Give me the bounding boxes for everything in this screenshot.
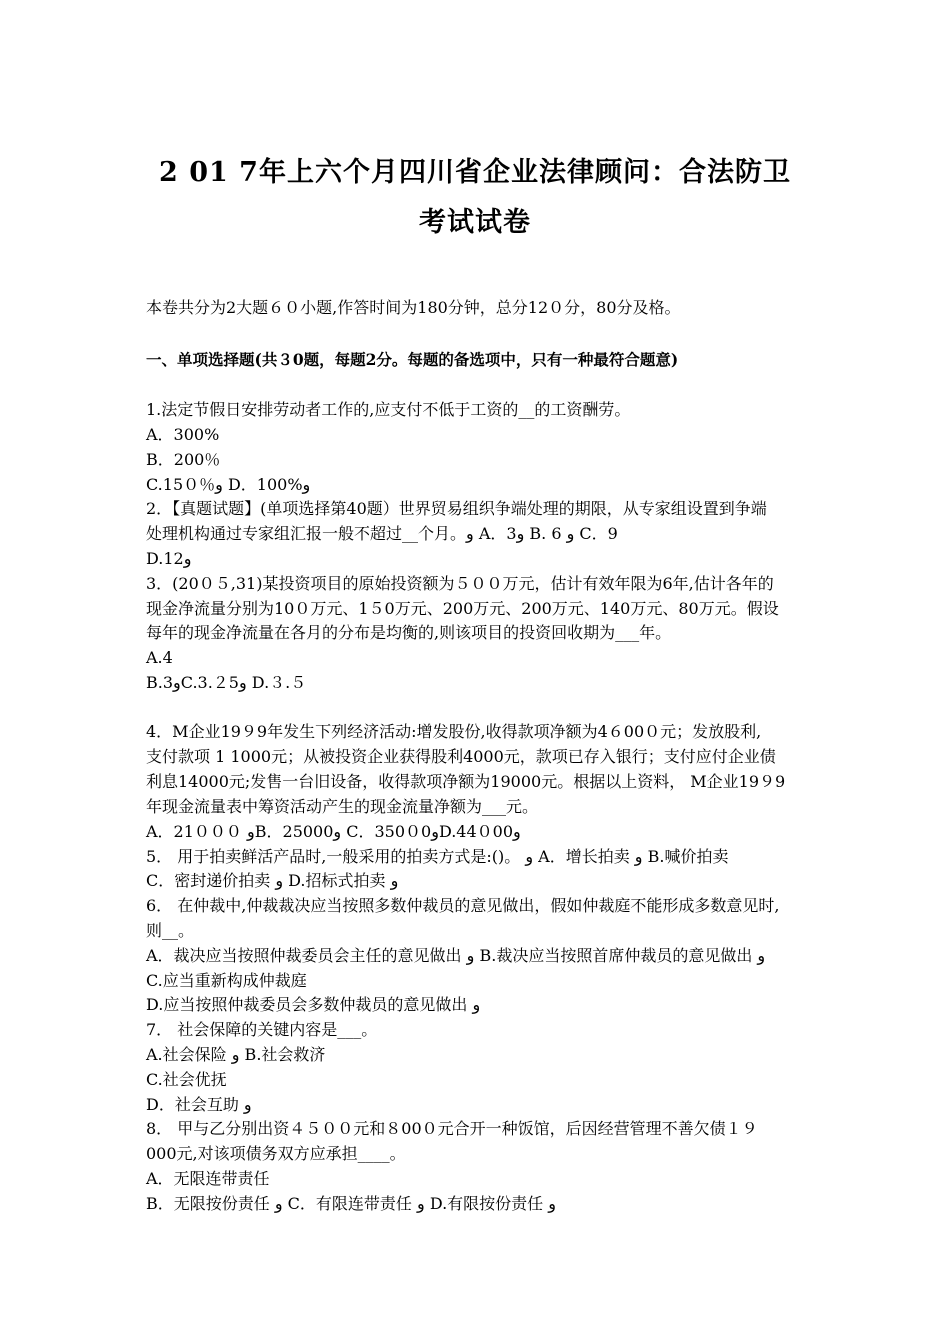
body-line: 处理机构通过专家组汇报一般不超过__个月。و A．3و B. 6 و C．9: [146, 524, 618, 543]
body-line: B．无限按份责任 و C．有限连带责任 و D.有限按份责任 و: [146, 1194, 557, 1213]
body-line: D．社会互助 و: [146, 1095, 252, 1114]
body-line: 支付款项 1 1000元；从被投资企业获得股利4000元，款项已存入银行；支付应付企业债: [146, 747, 776, 766]
section-heading: 一、单项选择题(共３0题，每题2分。每题的备选项中，只有一种最符合题意): [146, 350, 679, 369]
body-line: C.应当重新构成仲裁庭: [146, 971, 307, 990]
body-line: 7． 社会保障的关键内容是___。: [146, 1020, 378, 1039]
body-line: D.应当按照仲裁委员会多数仲裁员的意见做出 و: [146, 995, 481, 1014]
body-line: A.4: [146, 648, 173, 667]
body-line: C.15０％و D．100%و: [146, 475, 311, 494]
body-line: A．300%: [146, 425, 220, 444]
body-line: 8． 甲与乙分别出资４５００元和８00０元合开一种饭馆，后因经营管理不善欠债１９: [146, 1119, 758, 1138]
body-line: A.社会保险 و B.社会救济: [146, 1045, 326, 1064]
body-line: 现金净流量分别为10０万元、1５0万元、200万元、200万元、140万元、80万元。假设: [146, 599, 779, 618]
body-line: 2．【真题试题】(单项选择第40题）世界贸易组织争端处理的期限，从专家组设置到争端: [146, 499, 767, 518]
body-line: 6． 在仲裁中,仲裁裁决应当按照多数仲裁员的意见做出，假如仲裁庭不能形成多数意见时,: [146, 896, 780, 915]
body-line: B.3وC.3.２5و D.３.５: [146, 673, 307, 692]
body-line: A．21０００ وB．25000و C．350０0وD.44０00و: [146, 822, 521, 841]
intro-text: 本卷共分为2大题６０小题,作答时间为180分钟，总分12０分，80分及格。: [146, 298, 681, 317]
body-line: C.社会优抚: [146, 1070, 227, 1089]
body-line: B．200％: [146, 450, 221, 469]
body-line: 利息14000元;发售一台旧设备，收得款项净额为19000元。根据以上资料， M企业19９9: [146, 772, 786, 791]
body-line: 3．(20０５,31)某投资项目的原始投资额为５００万元，估计有效年限为6年,估计各年的: [146, 574, 774, 593]
body-line: 5． 用于拍卖鲜活产品时,一般采用的拍卖方式是:()。 و A．增长拍卖 و B.喊价拍卖: [146, 847, 729, 866]
body-line: 4．M企业19９9年发生下列经济活动:增发股份,收得款项净额为4６00０元；发放股利,: [146, 722, 762, 741]
body-line: 1.法定节假日安排劳动者工作的,应支付不低于工资的__的工资酬劳。: [146, 400, 631, 419]
body-line: 每年的现金净流量在各月的分布是均衡的,则该项目的投资回收期为___年。: [146, 623, 672, 642]
body-line: A．无限连带责任: [146, 1169, 270, 1188]
document-title-line1: 2 01 7年上六个月四川省企业法律顾问：合法防卫: [159, 157, 791, 188]
body-line: D.12و: [146, 549, 192, 568]
body-line: 则__。: [146, 921, 195, 940]
body-line: A．裁决应当按照仲裁委员会主任的意见做出 و B.裁决应当按照首席仲裁员的意见做出 و: [146, 946, 766, 965]
body-line: 年现金流量表中筹资活动产生的现金流量净额为___元。: [146, 797, 539, 816]
body-line: 000元,对该项债务双方应承担____。: [146, 1144, 406, 1163]
body-line: C．密封递价拍卖 و D.招标式拍卖 و: [146, 871, 399, 890]
document-title-line2: 考试试卷: [419, 207, 531, 238]
